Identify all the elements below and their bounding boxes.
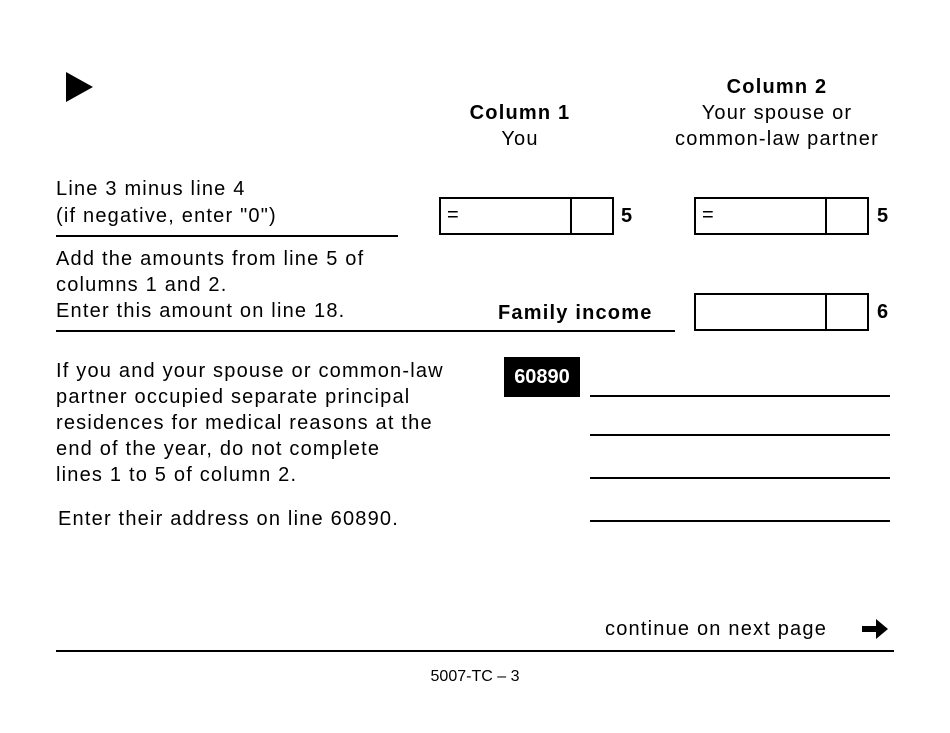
equals-sign: = [702,204,714,226]
column-1-title: Column 1 [469,102,571,124]
line5-label-line2: (if negative, enter "0") [56,205,277,227]
line5-label-rule [56,235,398,237]
address-line-1[interactable] [590,395,890,397]
pointer-triangle-icon [66,72,94,102]
line5-col1-field[interactable] [439,197,614,235]
line5-col1-input[interactable] [463,202,567,232]
line6-field[interactable] [694,293,869,331]
family-income-label: Family income [498,302,653,324]
line-code-badge: 60890 [504,357,580,397]
address-text-line1: If you and your spouse or common-law [56,360,444,382]
line6-text-line1: Add the amounts from line 5 of [56,248,365,270]
form-id: 5007-TC – 3 [430,668,520,685]
equals-sign: = [447,204,459,226]
right-arrow-icon [860,617,890,641]
address-text-line4: end of the year, do not complete [56,438,381,460]
address-line-4[interactable] [590,520,890,522]
address-line-3[interactable] [590,477,890,479]
line6-rule [56,330,675,332]
line6-text-line2: columns 1 and 2. [56,274,228,296]
line6-text-line3: Enter this amount on line 18. [56,300,346,322]
column-2-subtitle-line2: common-law partner [675,128,879,150]
family-income-input[interactable] [704,298,808,328]
address-line-2[interactable] [590,434,890,436]
line5-col2-number: 5 [877,205,889,227]
line5-col1-number: 5 [621,205,633,227]
address-text-line3: residences for medical reasons at the [56,412,433,434]
continue-next-page-text: continue on next page [605,618,828,640]
address-text-line5: lines 1 to 5 of column 2. [56,464,298,486]
line5-col2-field[interactable] [694,197,869,235]
cents-divider [825,295,827,329]
line5-label-line1: Line 3 minus line 4 [56,178,246,200]
line6-number: 6 [877,301,889,323]
address-instruction: Enter their address on line 60890. [58,508,399,530]
address-text-line2: partner occupied separate principal [56,386,411,408]
column-1-subtitle: You [501,128,539,150]
cents-divider [570,199,572,233]
footer-rule [56,650,894,652]
line5-col2-input[interactable] [718,202,822,232]
cents-divider [825,199,827,233]
column-2-title: Column 2 [726,76,828,98]
column-2-subtitle-line1: Your spouse or [701,102,853,124]
